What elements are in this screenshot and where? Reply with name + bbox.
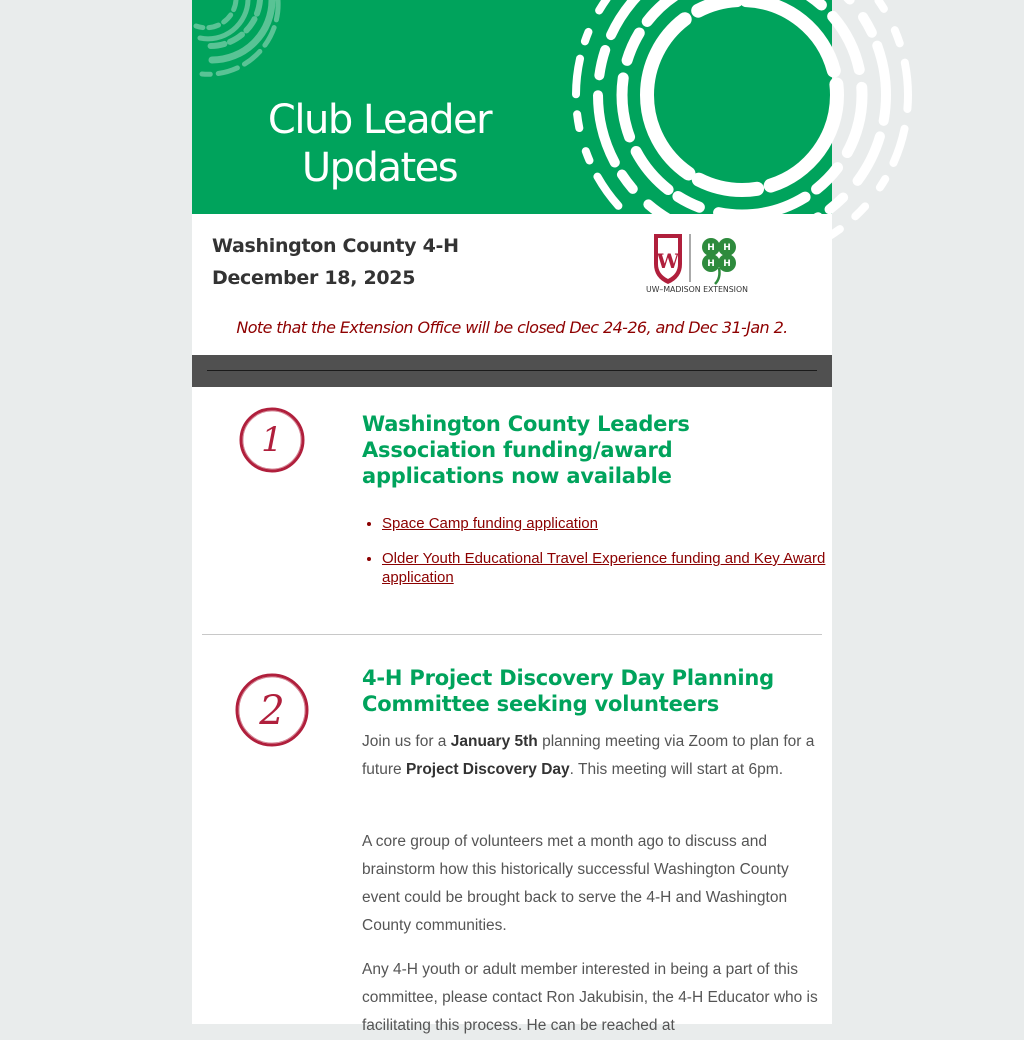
- svg-text:H: H: [707, 259, 715, 269]
- logo-graphic: [644, 230, 754, 294]
- newsletter-page: [192, 0, 832, 1034]
- county-name: Washington County 4-H: [212, 235, 459, 257]
- section1-link-list: [362, 514, 832, 603]
- logo-text: UW–MADISON EXTENSION: [646, 285, 748, 294]
- svg-text:H: H: [723, 259, 731, 269]
- header-banner: [192, 0, 832, 214]
- banner-title-line2: Updates: [301, 145, 458, 191]
- section2-paragraph-3: Any 4-H youth or adult member interested in being a part of this committee, please contact Ron Jakubisin, the 4-H Educator who is facilitating this process. He can be reached at: [362, 961, 818, 1034]
- banner-title-line1: Club Leader: [267, 97, 492, 143]
- section-divider-band: [192, 355, 832, 387]
- uw-madison-4h-logo: [644, 230, 754, 294]
- meeting-date-bold: January 5th: [450, 733, 538, 750]
- text-span: Join us for a: [362, 733, 451, 750]
- decorative-swirl-top-left: [192, 0, 282, 80]
- newsletter-date: December 18, 2025: [212, 267, 416, 289]
- svg-text:H: H: [707, 243, 715, 253]
- banner-title: [232, 96, 527, 192]
- header-info: [212, 230, 459, 294]
- list-item: [382, 514, 832, 533]
- section1-title: Washington County Leaders Association funding/award applications now available: [362, 412, 690, 488]
- text-span: planning meeting via Zoom to plan for a future: [362, 733, 815, 778]
- svg-text:H: H: [723, 243, 731, 253]
- travel-experience-application-link[interactable]: Older Youth Educational Travel Experience funding and Key Award application: [382, 550, 826, 586]
- space-camp-application-link[interactable]: Space Camp funding application: [382, 515, 598, 532]
- svg-text:W: W: [656, 249, 680, 273]
- section-number-1: 1: [261, 420, 283, 460]
- section-number-badge-1: [237, 405, 307, 475]
- office-closure-notice: Note that the Extension Office will be closed Dec 24-26, and Dec 31-Jan 2.: [236, 318, 788, 337]
- section2-title: 4-H Project Discovery Day Planning Committee seeking volunteers: [362, 666, 774, 716]
- text-span: . This meeting will start at 6pm.: [569, 761, 784, 778]
- divider-rule: [207, 370, 817, 371]
- section-number-2: 2: [259, 688, 285, 734]
- section2-paragraph-1: [362, 728, 824, 784]
- decorative-ring-graphic: [562, 0, 832, 214]
- section2-paragraph-2: A core group of volunteers met a month ago to discuss and brainstorm how this historically successful Washington County event could be brought back to serve the 4-H and Washington County communities.: [362, 833, 789, 934]
- event-name-bold: Project Discovery Day: [405, 761, 570, 778]
- section-separator: [202, 634, 822, 635]
- section-number-badge-2: [232, 670, 312, 750]
- list-item: [382, 549, 832, 587]
